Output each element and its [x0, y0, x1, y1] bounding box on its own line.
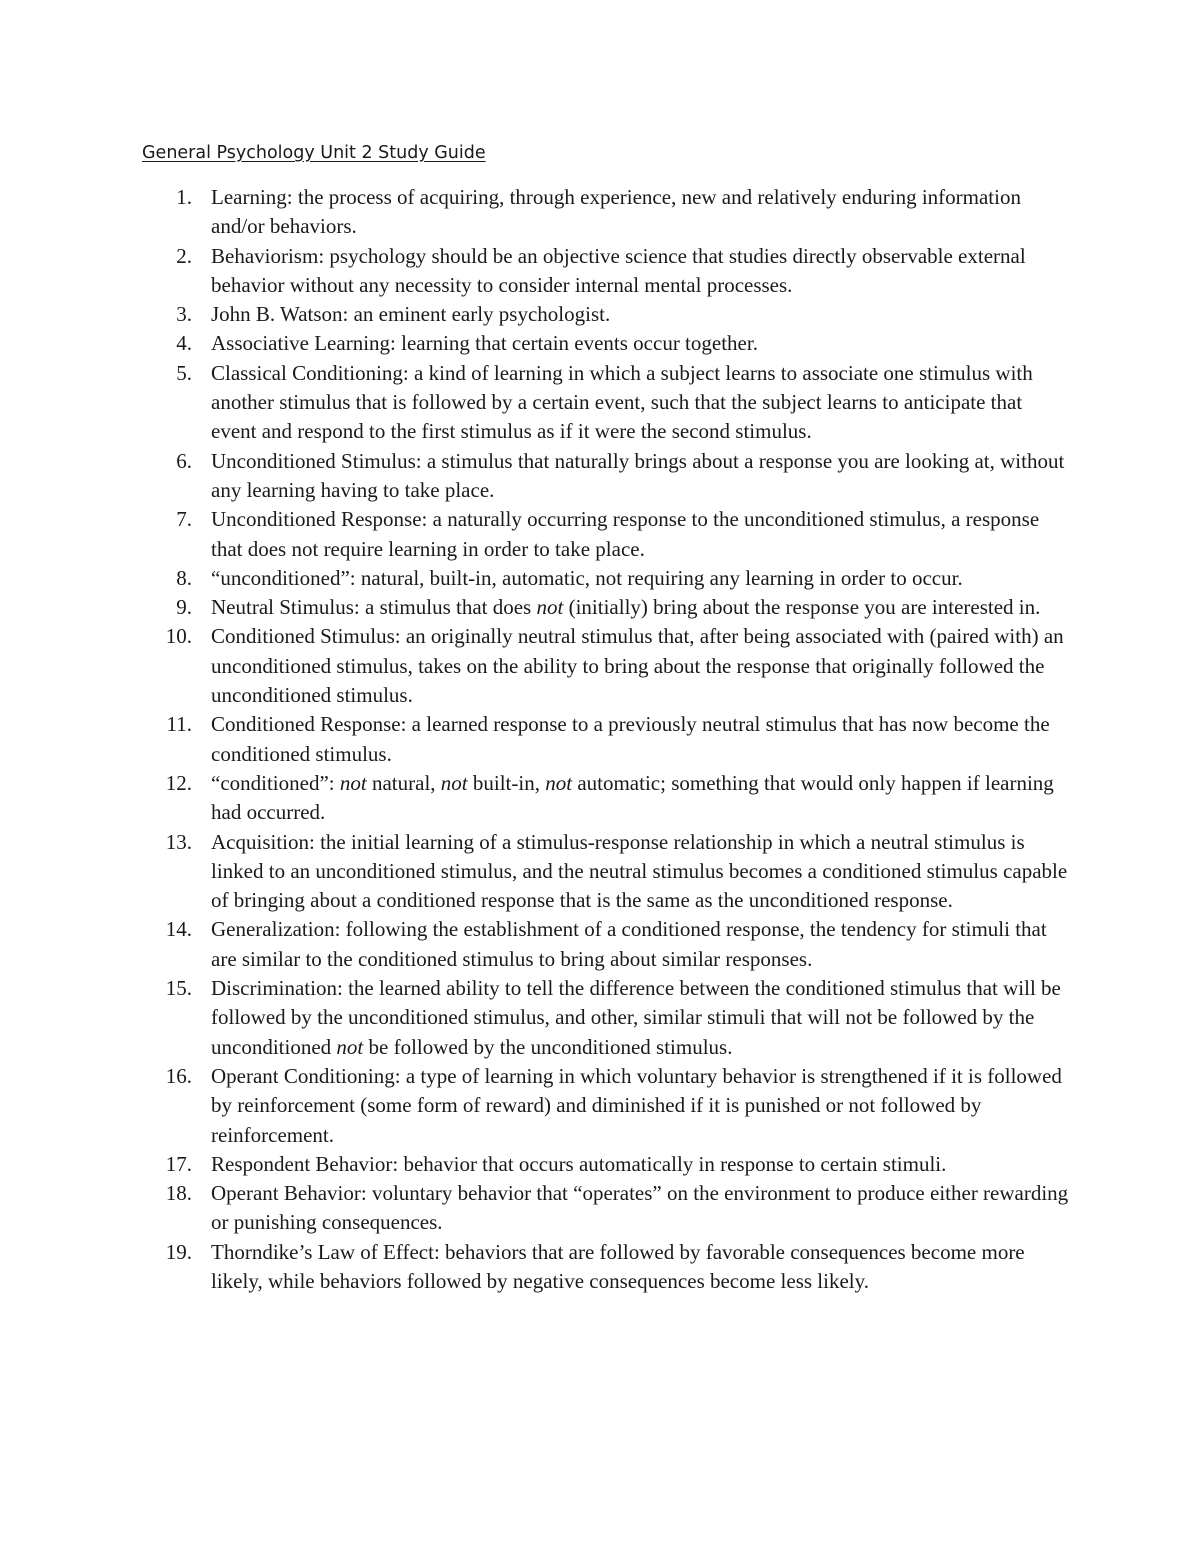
list-item	[0, 183, 1200, 242]
text-segment: Associative Learning: learning that certain events occur together.	[211, 331, 758, 356]
list-item	[0, 564, 1200, 593]
text-segment: Classical Conditioning: a kind of learning in which a subject learns to associate one stimulus with another stimulus that is followed by a certain event, such that the subject learns to anticipate that event and respond to the first stimulus as if it were the second stimulus.	[211, 360, 1033, 444]
document-title: General Psychology Unit 2 Study Guide	[142, 143, 486, 163]
text-segment: Operant Behavior: voluntary behavior that “operates” on the environment to produce either rewarding or punishing consequences.	[211, 1181, 1069, 1235]
list-item	[0, 593, 1200, 622]
text-segment: Unconditioned Stimulus: a stimulus that naturally brings about a response you are looking at, without any learning having to take place.	[211, 448, 1065, 502]
text-segment: Respondent Behavior: behavior that occurs automatically in response to certain stimuli.	[211, 1151, 947, 1176]
list-item-number: 18.	[165, 1181, 192, 1206]
list-item-text	[211, 1179, 1071, 1238]
list-item-text	[211, 915, 1071, 974]
list-item-text	[211, 447, 1071, 506]
list-item-text	[211, 329, 1071, 358]
list-item-number: 15.	[165, 976, 192, 1001]
list-item-text	[211, 1062, 1071, 1150]
list-item	[0, 710, 1200, 769]
list-item	[0, 915, 1200, 974]
list-item-text	[211, 300, 1071, 329]
list-item-number: 3.	[176, 302, 192, 327]
list-item-number: 1.	[176, 185, 192, 209]
text-segment: Unconditioned Response: a naturally occurring response to the unconditioned stimulus, a response that does not require learning in order to take place.	[211, 507, 1040, 561]
text-segment: Conditioned Response: a learned response to a previously neutral stimulus that has now become the conditioned stimulus.	[211, 712, 1050, 766]
text-segment: Learning: the process of acquiring, through experience, new and relatively enduring information and/or behaviors.	[211, 185, 1021, 239]
emphasis-text: not	[545, 770, 573, 795]
list-item	[0, 769, 1200, 828]
list-item-text	[211, 828, 1071, 916]
list-item-text	[211, 505, 1071, 564]
list-item-text	[211, 564, 1071, 593]
text-segment: Neutral Stimulus: a stimulus that does	[211, 595, 537, 620]
text-segment: Acquisition: the initial learning of a stimulus-response relationship in which a neutral stimulus is linked to an unconditioned stimulus, and the neutral stimulus becomes a conditioned stimulus capable of bringing about a conditioned response that is the same as the unconditioned response.	[211, 829, 1068, 913]
text-segment: (initially) bring about the response you are interested in.	[563, 595, 1041, 620]
text-segment: automatic; something that would only happen if learning had occurred.	[211, 770, 1054, 825]
list-item-number: 8.	[176, 565, 192, 590]
text-segment: Conditioned Stimulus: an originally neutral stimulus that, after being associated with (paired with) an unconditioned stimulus, takes on the ability to bring about the response that originally followed the unconditioned stimulus.	[211, 624, 1064, 708]
list-item	[0, 1150, 1200, 1179]
list-item	[0, 974, 1200, 1062]
list-item	[0, 447, 1200, 506]
list-item-text	[211, 1150, 1071, 1179]
list-item-number: 11.	[166, 712, 192, 737]
list-item-number: 5.	[176, 360, 192, 385]
text-segment: John B. Watson: an eminent early psychologist.	[211, 302, 611, 327]
list-item-number: 12.	[165, 770, 192, 795]
list-item-number: 16.	[165, 1063, 192, 1088]
list-item-text	[211, 1238, 1071, 1297]
text-segment: Discrimination: the learned ability to tell the difference between the conditioned stimulus that will be followed by the unconditioned stimulus, and other, similar stimuli that will not be followed by the unconditioned	[211, 976, 1061, 1059]
list-item	[0, 828, 1200, 916]
list-item-number: 10.	[165, 624, 192, 649]
text-segment: Operant Conditioning: a type of learning in which voluntary behavior is strengthened if it is followed by reinforcement (some form of reward) and diminished if it is punished or not followed by reinforcement.	[211, 1063, 1062, 1147]
list-item-text	[211, 710, 1071, 769]
list-item-number: 6.	[176, 448, 192, 473]
list-item-number: 4.	[176, 331, 192, 356]
list-item-number: 9.	[176, 595, 192, 620]
list-item-number: 7.	[176, 507, 192, 532]
list-item-text	[211, 593, 1071, 622]
text-segment: Behaviorism: psychology should be an objective science that studies directly observable external behavior without any necessity to consider internal mental processes.	[211, 243, 1026, 297]
list-item	[0, 1238, 1200, 1297]
list-item	[0, 505, 1200, 564]
list-item	[0, 242, 1200, 301]
text-segment: be followed by the unconditioned stimulus.	[363, 1034, 733, 1059]
list-item	[0, 1179, 1200, 1238]
list-item	[0, 1062, 1200, 1150]
list-item-text	[211, 974, 1071, 1062]
list-item-number: 2.	[176, 243, 192, 268]
list-item-text	[211, 183, 1071, 242]
list-item-text	[211, 359, 1071, 447]
list-item-text	[211, 769, 1071, 828]
emphasis-text: not	[440, 770, 468, 795]
list-item-number: 13.	[165, 829, 192, 854]
text-segment: “conditioned”:	[211, 770, 340, 795]
list-item-text	[211, 622, 1071, 710]
list-item-text	[211, 242, 1071, 301]
text-segment: built-in,	[467, 770, 546, 795]
list-item-number: 14.	[165, 917, 192, 942]
list-item	[0, 329, 1200, 358]
text-segment: “unconditioned”: natural, built-in, automatic, not requiring any learning in order to occur.	[211, 565, 963, 590]
study-guide-list	[0, 183, 1200, 1296]
list-item	[0, 359, 1200, 447]
emphasis-text: not	[339, 770, 367, 795]
list-item-number: 19.	[165, 1239, 192, 1264]
text-segment: Generalization: following the establishment of a conditioned response, the tendency for stimuli that are similar to the conditioned stimulus to bring about similar responses.	[211, 917, 1047, 971]
list-item	[0, 300, 1200, 329]
emphasis-text: not	[336, 1034, 364, 1059]
text-segment: natural,	[366, 770, 441, 795]
list-item-number: 17.	[165, 1151, 192, 1176]
emphasis-text: not	[536, 595, 564, 620]
text-segment: Thorndike’s Law of Effect: behaviors that are followed by favorable consequences become more likely, while behaviors followed by negative consequences become less likely.	[211, 1239, 1025, 1293]
list-item	[0, 622, 1200, 710]
